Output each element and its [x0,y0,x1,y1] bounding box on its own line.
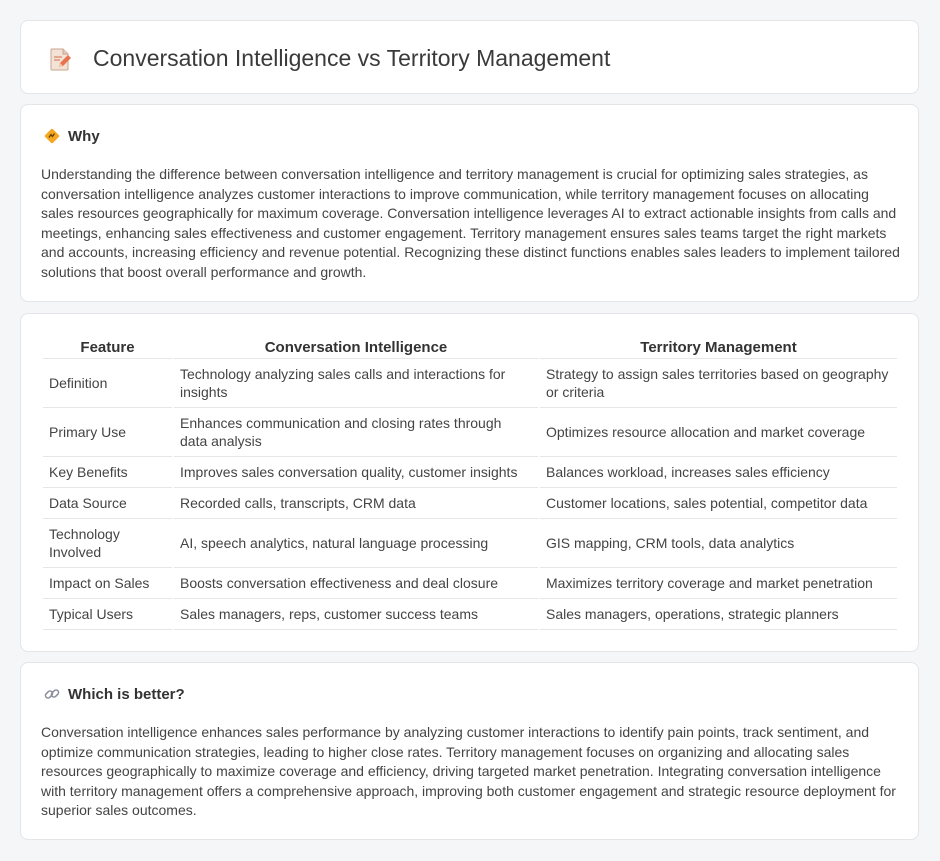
feature-cell: Impact on Sales [43,568,172,599]
table-cell: Improves sales conversation quality, customer insights [174,457,538,488]
column-header: Feature [43,334,172,359]
why-section [20,104,919,302]
table-cell: AI, speech analytics, natural language processing [174,519,538,568]
diamond-sign-icon [43,127,61,145]
table-cell: Strategy to assign sales territories based on geography or criteria [540,359,897,408]
table-header-row [43,334,897,359]
table-row [43,359,897,408]
table-cell: GIS mapping, CRM tools, data analytics [540,519,897,568]
feature-cell: Definition [43,359,172,408]
page-title: Conversation Intelligence vs Territory Management [93,45,611,71]
table-cell: Enhances communication and closing rates through data analysis [174,408,538,457]
table-cell: Maximizes territory coverage and market penetration [540,568,897,599]
comparison-table [41,334,899,630]
table-cell: Boosts conversation effectiveness and deal closure [174,568,538,599]
better-text: Conversation intelligence enhances sales performance by analyzing customer interactions to identify pain points, track sentiment, and optimize communication strategies, leading to higher close rates. Territory management focuses on organizing and allocating sales resources geographically to maximize coverage and efficiency, driving targeted market penetration. Integrating conversation intelligence with territory management offers a comprehensive approach, improving both customer engagement and strategic resource deployment for superior sales outcomes. [41,724,896,818]
better-heading: Which is better? [68,685,185,703]
why-heading: Why [68,127,100,145]
title-card [20,20,919,94]
feature-cell: Key Benefits [43,457,172,488]
link-icon [43,685,61,703]
table-cell: Sales managers, reps, customer success teams [174,599,538,630]
table-row [43,457,897,488]
table-row [43,599,897,630]
table-cell: Recorded calls, transcripts, CRM data [174,488,538,519]
document-pen-icon [47,46,73,72]
feature-cell: Data Source [43,488,172,519]
column-header: Conversation Intelligence [174,334,538,359]
table-row [43,488,897,519]
table-row [43,568,897,599]
feature-cell: Typical Users [43,599,172,630]
feature-cell: Technology Involved [43,519,172,568]
table-cell: Optimizes resource allocation and market coverage [540,408,897,457]
table-cell: Technology analyzing sales calls and interactions for insights [174,359,538,408]
table-row [43,519,897,568]
comparison-table-card [20,313,919,652]
table-cell: Customer locations, sales potential, competitor data [540,488,897,519]
table-cell: Sales managers, operations, strategic planners [540,599,897,630]
why-text: Understanding the difference between conversation intelligence and territory management is crucial for optimizing sales strategies, as conversation intelligence analyzes customer interactions to improve communication, while territory management focuses on allocating sales resources geographically for maximum coverage. Conversation intelligence leverages AI to extract actionable insights from calls and meetings, enhancing sales effectiveness and customer engagement. Territory management ensures sales teams target the right markets and accounts, increasing efficiency and revenue potential. Recognizing these distinct functions enables sales leaders to implement tailored solutions that boost overall performance and growth. [41,166,900,280]
column-header: Territory Management [540,334,897,359]
which-is-better-section [20,662,919,840]
table-row [43,408,897,457]
feature-cell: Primary Use [43,408,172,457]
table-cell: Balances workload, increases sales efficiency [540,457,897,488]
